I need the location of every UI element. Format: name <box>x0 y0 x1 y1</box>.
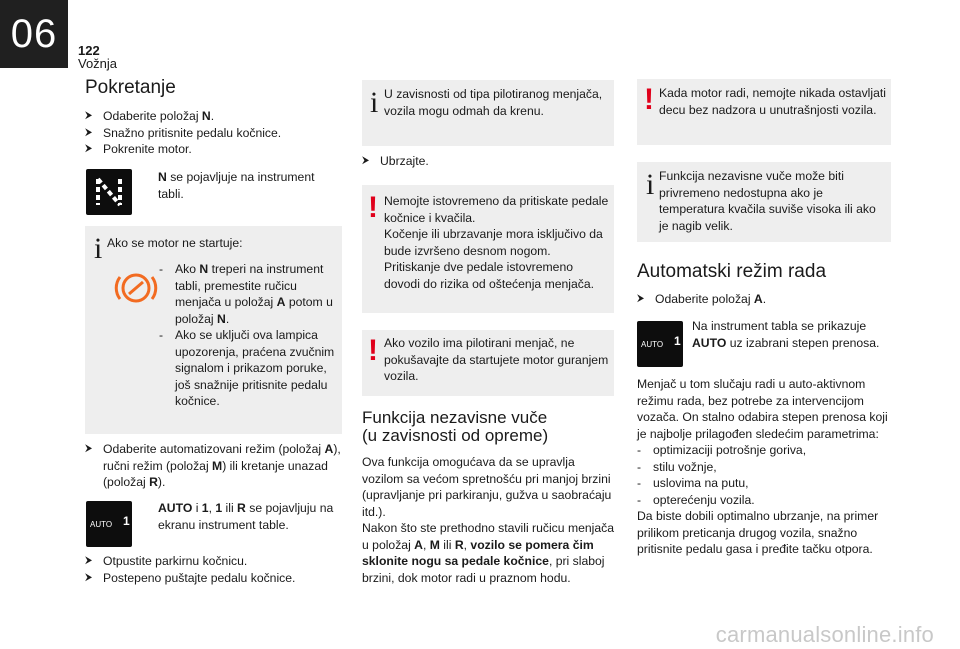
info-text: U zavisnosti od tipa pilotiranog menjača, vozila mogu odmah da krenu. <box>384 87 603 118</box>
arrow-bullet-icon: ⮞ <box>85 126 93 138</box>
step-item: ⮞ Pokrenite motor. <box>85 142 192 156</box>
step-item: ⮞ Ubrzajte. <box>362 154 429 168</box>
start-steps-list <box>85 108 345 158</box>
warning-box-pedals <box>362 185 614 313</box>
auto-step <box>637 291 891 308</box>
warning-box-children <box>637 79 891 145</box>
info-text: Funkcija nezavisne vuče može biti privremeno nedostupna ako je temperatura kvačila suviše visoka ili ako je nagib velik. <box>659 169 876 233</box>
n-gear-indicator-icon <box>86 169 132 215</box>
step-item: ⮞ Postepeno puštajte pedalu kočnice. <box>85 570 296 585</box>
arrow-bullet-icon: ⮞ <box>637 293 645 304</box>
arrow-bullet-icon: ⮞ <box>85 443 93 454</box>
list-item: - opterećenju vozila. <box>637 492 755 507</box>
watermark: carmanualsonline.info <box>715 621 934 647</box>
step-item: ⮞ Otpustite parkirnu kočnicu. <box>85 554 248 568</box>
section-heading-pokretanje: Pokretanje <box>85 77 176 98</box>
warning-text: Ako vozilo ima pilotirani menjač, ne pokušavajte da startujete motor guranjem vozila. <box>384 336 609 383</box>
auto-display-note: Na instrument tabla se prikazuje AUTO uz izabrani stepen prenosa. <box>692 319 880 350</box>
step-item: ⮞ Odaberite automatizovani režim (položaj A), ručni režim (položaj M) ili kretanje unazad (položaj R). <box>85 442 341 489</box>
list-item: - optimizaciji potrošnje goriva, <box>637 443 807 457</box>
section-title: Vožnja <box>78 56 118 71</box>
section-heading-traction: Funkcija nezavisne vuče (u zavisnosti od opreme) <box>362 408 549 445</box>
arrow-bullet-icon: ⮞ <box>85 143 93 154</box>
arrow-bullet-icon: ⮞ <box>85 555 93 566</box>
page-number: 122 <box>78 43 100 58</box>
no-start-list <box>159 261 339 410</box>
auto-icon-gear: 1 <box>674 334 681 348</box>
step-item: ⮞ Snažno pritisnite pedalu kočnice. <box>85 125 282 140</box>
info-box-pilot <box>362 80 614 146</box>
paragraph-outro: Da biste dobili optimalno ubrzanje, na primer prilikom preticanja drugog vozila, snažno pritisnite pedalu gasa i pređite tačku otpora. <box>637 509 879 556</box>
info-box-no-start <box>85 226 342 434</box>
auto-note: AUTO i 1, 1 ili R se pojavljuju na ekranu instrument table. <box>158 501 334 532</box>
warning-text: Kada motor radi, nemojte nikada ostavljati decu bez nadzora u unutrašnjosti vozila. <box>659 86 886 117</box>
warning-icon: ! <box>368 191 378 224</box>
list-item: - Ako se uključi ova lampica upozorenja, praćena zvučnim signalom i prikazom poruke, još snažnije pritisnite pedalu kočnice. <box>159 328 335 408</box>
release-steps-list <box>85 553 347 586</box>
info-icon: i <box>94 232 103 265</box>
info-heading: Ako se motor ne startuje: <box>107 236 243 250</box>
brake-warning-icon <box>108 268 164 328</box>
auto-mode-paragraph <box>637 376 891 558</box>
arrow-bullet-icon: ⮞ <box>85 571 93 583</box>
paragraph-intro: Menjač u tom slučaju radi u auto-aktivnom režimu rada, bez potrebe za intervencijom vozača. On stalno odabira stepen prenosa koji je najbolje prilagođen sledećim parametrima: <box>637 377 888 441</box>
warning-icon: ! <box>368 334 378 367</box>
auto-icon-label: AUTO <box>90 520 113 529</box>
info-icon: i <box>370 86 379 119</box>
list-item: - uslovima na putu, <box>637 476 749 490</box>
gear-select-step <box>85 441 347 491</box>
chapter-number: 06 <box>0 0 68 68</box>
warning-box-push <box>362 330 614 396</box>
step-item: ⮞ Odaberite položaj A. <box>637 292 767 306</box>
section-heading-auto-mode: Automatski režim rada <box>637 261 827 282</box>
n-gear-note: N se pojavljuje na instrument tabli. <box>158 170 315 201</box>
arrow-bullet-icon: ⮞ <box>85 110 93 121</box>
auto-gear-indicator-icon <box>86 501 132 547</box>
parameter-list <box>637 442 891 508</box>
traction-paragraph: Ova funkcija omogućava da se upravlja vozilom sa većom spretnošću pri manjoj brzini (upravljanje pri parkiranju, gužva u saobraćaju itd.). Nakon što ste prethodno stavili ručicu menjača u položaj A, M ili R, vozilo se pomera čim sklonite nogu sa pedale kočnice, pri slaboj brzini, dok motor radi u praznom hodu. <box>362 455 615 585</box>
warning-icon: ! <box>644 83 654 116</box>
info-box-traction <box>637 162 891 242</box>
auto-icon-gear: 1 <box>123 514 130 528</box>
auto-icon-label: AUTO <box>641 340 664 349</box>
accelerate-step <box>362 153 612 170</box>
info-icon: i <box>646 168 655 201</box>
auto-gear-indicator-icon <box>637 321 683 367</box>
list-item: - Ako N treperi na instrument tabli, premestite ručicu menjača u položaj A potom u položaj N. <box>159 262 333 326</box>
list-item: - stilu vožnje, <box>637 459 717 474</box>
step-item: ⮞ Odaberite položaj N. <box>85 109 215 123</box>
arrow-bullet-icon: ⮞ <box>362 155 370 166</box>
warning-text: Nemojte istovremeno da pritiskate pedale kočnice i kvačila. Kočenje ili ubrzavanje mora isključivo da bude izvršeno desnom nogom. Pritiskanje dve pedale istovremeno dovodi do rizika od oštećenja menjača. <box>384 194 609 291</box>
